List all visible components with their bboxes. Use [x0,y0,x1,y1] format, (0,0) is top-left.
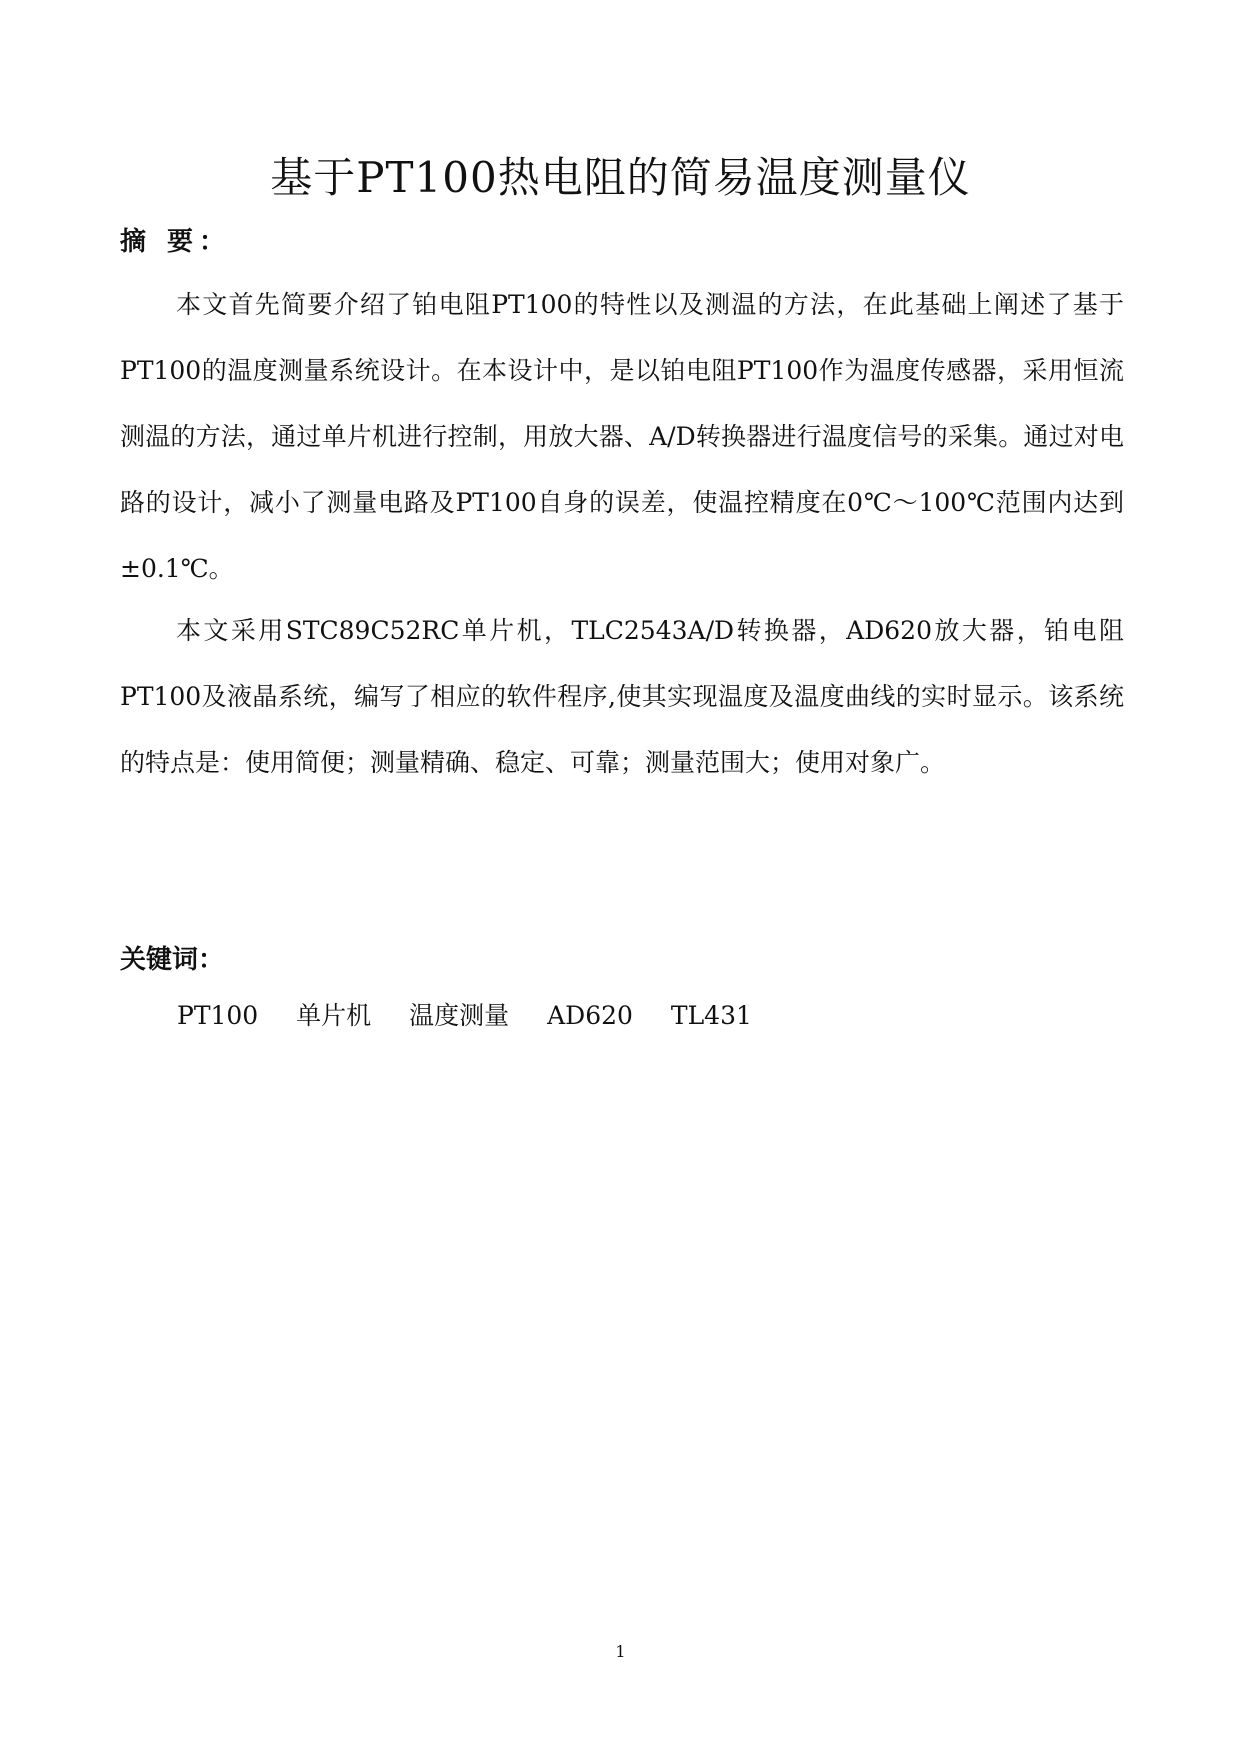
keyword-item: 单片机 [296,1001,372,1030]
keyword-item: TL431 [670,1001,752,1030]
abstract-heading: 摘 要： [120,227,232,257]
abstract-paragraph-1: 本文首先简要介绍了铂电阻PT100的特性以及测温的方法，在此基础上阐述了基于PT100的温度测量系统设计。在本设计中，是以铂电阻PT100作为温度传感器，采用恒流测温的方法，通过单片机进行控制，用放大器、A/D转换器进行温度信号的采集。通过对电路的设计，减小了测量电路及PT100自身的误差，使温控精度在0℃～100℃范围内达到±0.1℃。 [120,290,1124,583]
keyword-item: AD620 [547,1001,633,1030]
keywords-heading: 关键词： [120,945,225,975]
page-number: 1 [615,1642,626,1661]
keyword-item: 温度测量 [409,1001,510,1030]
abstract-paragraph-2: 本文采用STC89C52RC单片机，TLC2543A/D转换器，AD620放大器，铂电阻PT100及液晶系统，编写了相应的软件程序,使其实现温度及温度曲线的实时显示。该系统的特点是：使用简便；测量精确、稳定、可靠；测量范围大；使用对象广。 [120,616,1124,777]
document-title: 基于PT100热电阻的简易温度测量仪 [270,153,971,202]
keyword-item: PT100 [177,1001,259,1030]
keywords-list [177,996,782,1036]
